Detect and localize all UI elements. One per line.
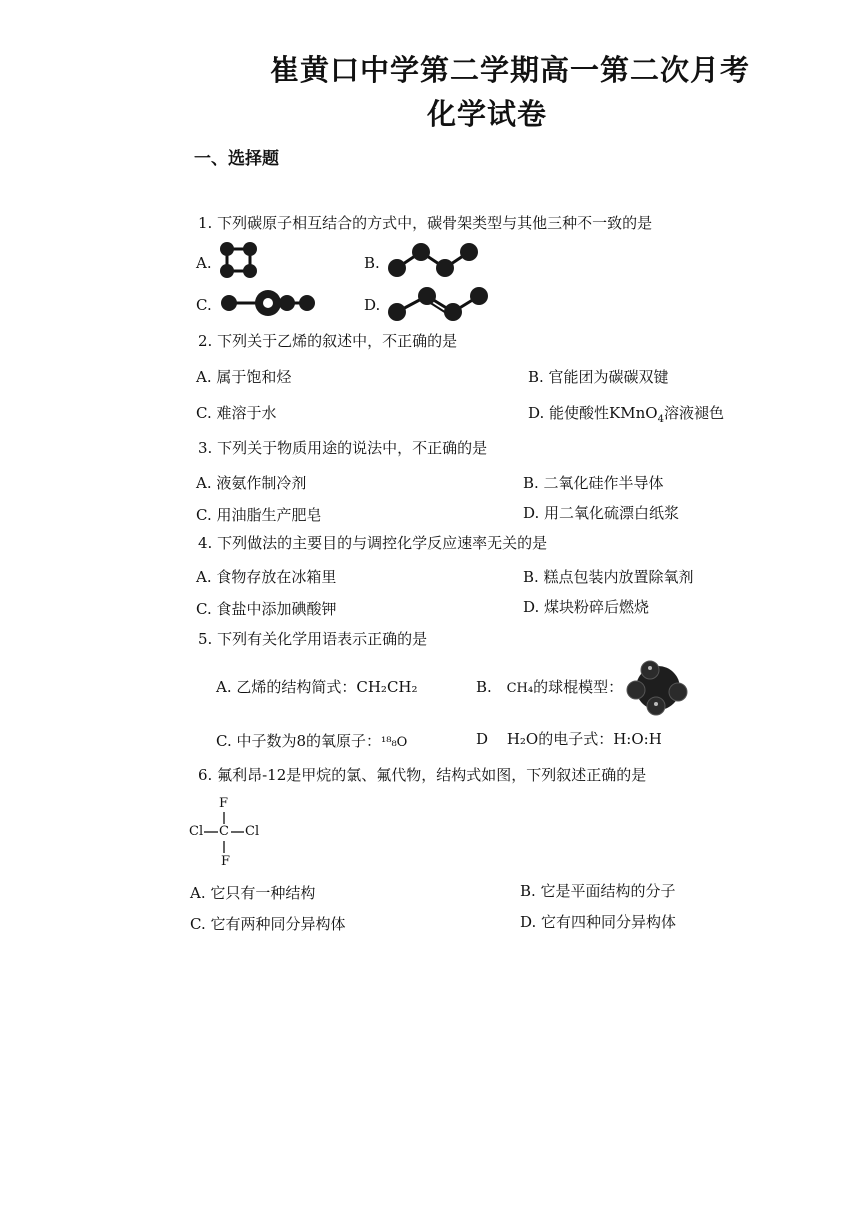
structure-bonds	[185, 795, 275, 875]
q1-option-b-label: B.	[364, 254, 380, 272]
q3-option-a: A. 液氨作制冷剂	[196, 474, 307, 492]
q6-option-a: A. 它只有一种结构	[190, 884, 316, 902]
q3-option-c: C. 用油脂生产肥皂	[196, 506, 322, 524]
question-2-stem: 2. 下列关于乙烯的叙述中，不正确的是	[198, 332, 458, 350]
q5-option-a: A. 乙烯的结构简式：CH₂CH₂	[216, 678, 418, 696]
q6-option-c: C. 它有两种同分异构体	[190, 915, 346, 933]
q3-option-b: B. 二氧化硅作半导体	[523, 474, 664, 492]
q1-option-d-label: D.	[364, 296, 381, 314]
q1-option-c-label: C.	[196, 296, 212, 314]
question-3-stem: 3. 下列关于物质用途的说法中，不正确的是	[198, 439, 488, 457]
structure-left-cl: Cl	[189, 824, 204, 839]
q6-option-d: D. 它有四种同分异构体	[520, 913, 677, 931]
q4-option-b: B. 糕点包装内放置除氧剂	[523, 568, 694, 586]
question-1-stem: 1. 下列碳原子相互结合的方式中，碳骨架类型与其他三种不一致的是	[198, 214, 653, 232]
q1-branched-model-c	[215, 288, 325, 324]
q1-ring-model-a	[215, 240, 265, 280]
structure-bottom-f: F	[221, 854, 231, 869]
q2-option-b: B. 官能团为碳碳双键	[528, 368, 669, 386]
q2-option-c: C. 难溶于水	[196, 404, 277, 422]
q1-chain-model-b	[385, 238, 485, 282]
exam-title-line2: 化学试卷	[427, 97, 548, 131]
structure-right-cl: Cl	[245, 824, 260, 839]
q4-option-d: D. 煤块粉碎后燃烧	[523, 598, 650, 616]
section-heading: 一、选择题	[194, 149, 279, 169]
q5-c-isotope: ¹⁸₈O	[381, 735, 408, 750]
q5-a-formula: CH₂CH₂	[356, 678, 418, 696]
q5-option-d: D H₂O的电子式：H:O:H	[476, 730, 662, 748]
q4-option-a: A. 食物存放在冰箱里	[196, 568, 337, 586]
q2-option-d: D. 能使酸性KMnO$_4$溶液褪色	[528, 404, 724, 425]
q4-option-c: C. 食盐中添加碘酸钾	[196, 600, 337, 618]
q5-ch4-ball-model	[626, 660, 690, 716]
question-6-stem: 6. 氟利昂-12是甲烷的氯、氟代物，结构式如图，下列叙述正确的是	[198, 766, 647, 784]
q5-option-b: B. CH₄的球棍模型：	[476, 678, 624, 696]
question-4-stem: 4. 下列做法的主要目的与调控化学反应速率无关的是	[198, 534, 548, 552]
q1-chain-model-d	[385, 282, 495, 326]
q1-option-a-label: A.	[196, 254, 212, 272]
exam-title-line1: 崔黄口中学第二学期高一第二次月考	[270, 53, 751, 87]
structure-top-f: F	[219, 796, 229, 811]
q6-option-b: B. 它是平面结构的分子	[520, 882, 676, 900]
structure-center-c: C	[219, 824, 229, 839]
q5-option-c: C. 中子数为8的氧原子：¹⁸₈O	[216, 732, 408, 750]
question-5-stem: 5. 下列有关化学用语表示正确的是	[198, 630, 428, 648]
q2-option-a: A. 属于饱和烃	[196, 368, 292, 386]
q3-option-d: D. 用二氧化硫漂白纸浆	[523, 504, 680, 522]
